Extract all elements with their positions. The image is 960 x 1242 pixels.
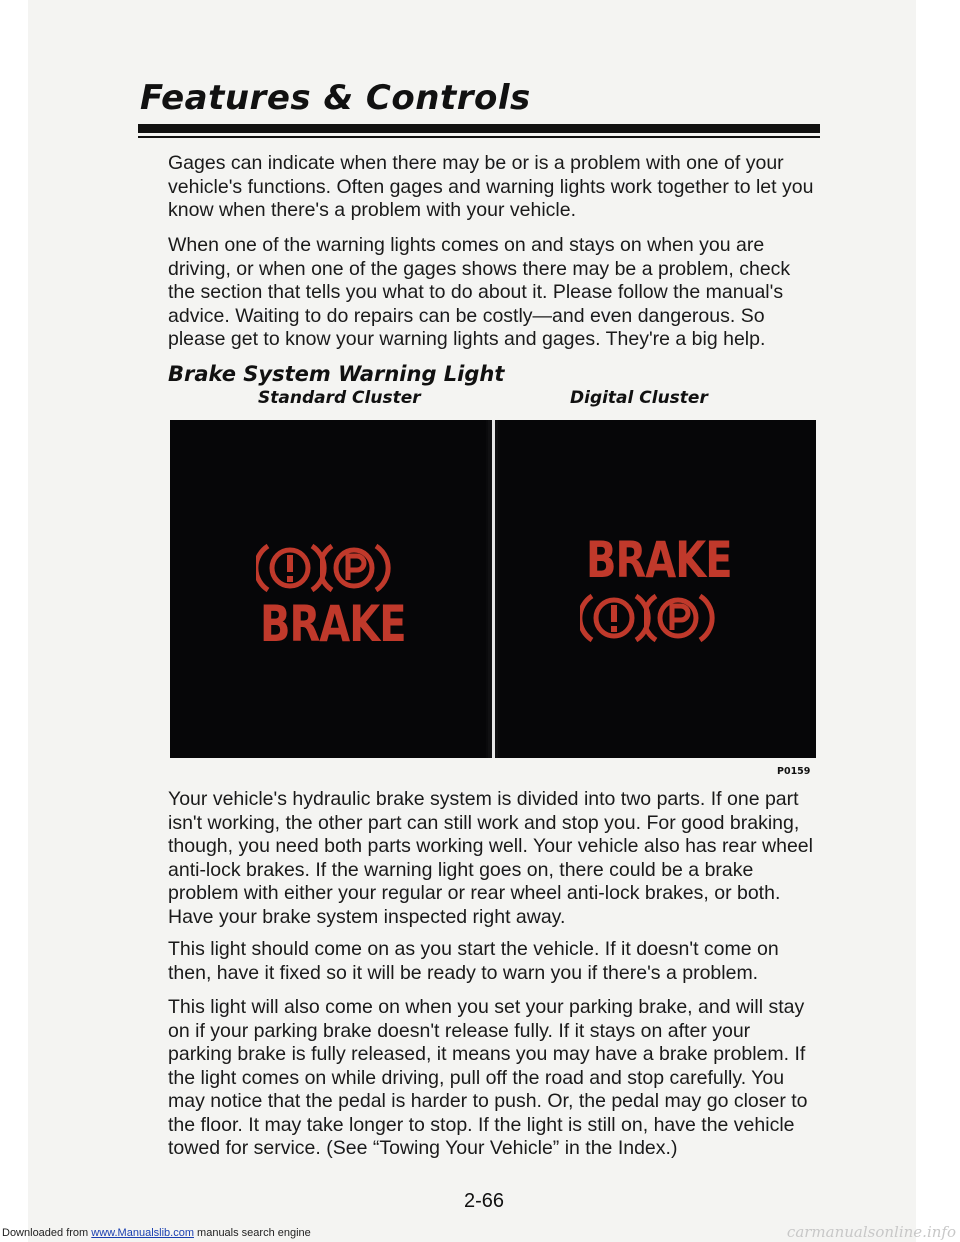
intro-paragraph-1: Gages can indicate when there may be or is a problem with one of your vehicle's functions. Often gages and warning lights work together to let you know when there's a problem with your vehicle.	[168, 152, 814, 221]
body-paragraph-1: Your vehicle's hydraulic brake system is divided into two parts. If one part isn't working, the other part can still work and stop you. For good braking, though, you need both parts working well. Your vehicle also has rear wheel anti-lock brakes. If the warning light goes on, there could be a brake problem with either your regular or rear wheel anti-lock brakes, or both. Have your brake system inspected right away.	[168, 788, 813, 928]
parking-brake-icon	[320, 538, 470, 598]
manualslib-link[interactable]: www.Manualslib.com	[91, 1227, 194, 1239]
brake-label-digital: BRAKE	[586, 532, 732, 590]
footer-suffix: manuals search engine	[193, 1227, 311, 1239]
section-heading: Brake System Warning Light	[168, 362, 505, 386]
figure-code: P0159	[777, 766, 811, 777]
footer-prefix: Downloaded from	[2, 1227, 92, 1239]
panel-divider-line	[492, 420, 495, 758]
page-number: 2-66	[464, 1190, 505, 1212]
body-paragraph-3: This light will also come on when you set your parking brake, and will stay on if your parking brake doesn't release fully. If it stays on after your parking brake is fully released, it means you may have a brake problem. If the light comes on while driving, pull off the road and stop carefully. You may notice that the pedal is harder to push. Or, the pedal may go closer to the floor. It may take longer to stop. If the light is still on, have the vehicle towed for service. (See “Towing Your Vehicle” in the Index.)	[168, 996, 808, 1159]
download-footer	[0, 1223, 960, 1242]
header-rule	[138, 124, 820, 133]
page-header-title: Features & Controls	[140, 78, 531, 118]
caption-digital-cluster: Digital Cluster	[570, 388, 708, 408]
brake-warning-figure	[170, 420, 816, 758]
digital-cluster-panel	[500, 420, 816, 758]
brake-label-standard: BRAKE	[260, 596, 406, 654]
header-rule-thin	[138, 136, 820, 138]
intro-paragraph-2: When one of the warning lights comes on and stays on when you are driving, or when one of the gages shows there may be a problem, check the section that tells you what to do about it. Please follow the manual's advice. Waiting to do repairs can be costly—and even dangerous. So please get to know your warning lights and gages. They're a big help.	[168, 234, 791, 350]
parking-brake-icon-digital	[644, 588, 794, 648]
caption-standard-cluster: Standard Cluster	[258, 388, 421, 408]
body-paragraph-2: This light should come on as you start the vehicle. If it doesn't come on then, have it fixed so it will be ready to warn you if there's a problem.	[168, 938, 779, 984]
footer-text	[2, 1227, 311, 1239]
watermark-text: carmanualsonline.info	[786, 1223, 956, 1241]
standard-cluster-panel	[170, 420, 486, 758]
